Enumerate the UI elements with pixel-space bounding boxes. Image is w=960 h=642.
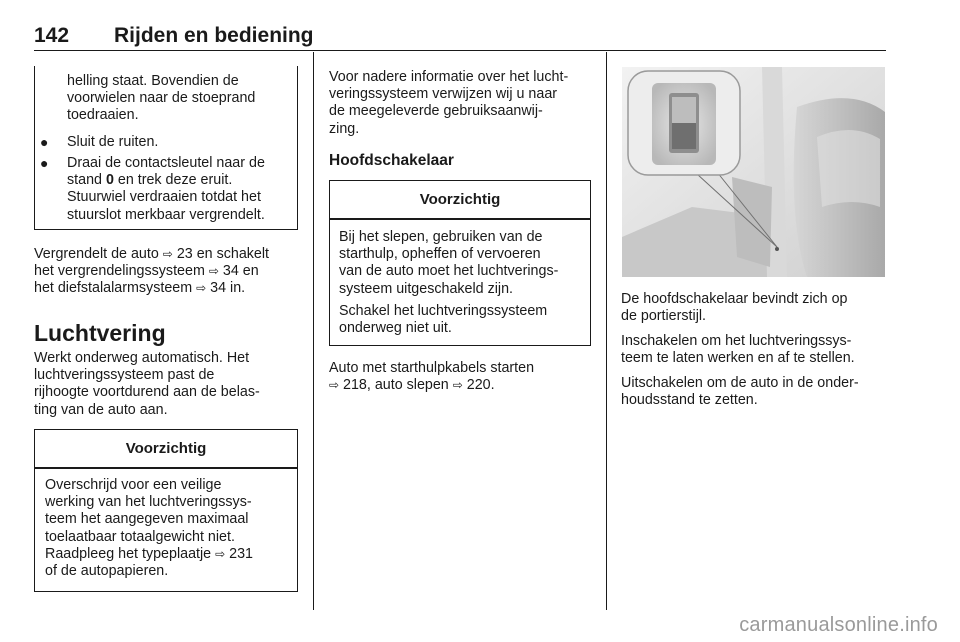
bullet-item <box>40 134 298 151</box>
text-line: Schakel het luchtveringssysteem <box>339 302 548 319</box>
bold-text: 0 <box>105 172 114 189</box>
text-line: voorwielen naar de stoeprand <box>67 90 256 107</box>
text-line: teem het aangegeven maximaal <box>45 511 249 528</box>
door-pillar-image <box>622 67 885 277</box>
section-title: Luchtvering <box>34 320 166 346</box>
text-span: het vergrendelingssysteem <box>34 263 209 280</box>
text-line: toedraaien. <box>67 107 139 124</box>
section-text <box>34 350 304 419</box>
text-line: starthulp, opheffen of vervoeren <box>339 246 541 263</box>
notice-title: Voorzichtig <box>125 440 207 457</box>
text-line: ting van de auto aan. <box>34 401 168 418</box>
text-span: 34 en <box>218 263 259 280</box>
page-number: 142 <box>34 24 70 47</box>
text-line: luchtveringssysteem past de <box>34 367 215 384</box>
text-line: Bij het slepen, gebruiken van de <box>339 229 543 245</box>
bullet-item <box>40 155 298 224</box>
text-line: rijhoogte voortdurend aan de belas- <box>34 384 260 401</box>
text-line <box>34 246 304 263</box>
text-line: werking van het luchtveringssys- <box>45 494 252 511</box>
bullet-text: Draai de contactsleutel naar de <box>67 155 265 171</box>
text-line: Overschrijd voor een veilige <box>45 477 222 493</box>
vergrendelt-paragraph <box>34 246 304 298</box>
text-line: de meegeleverde gebruiksaanwij- <box>329 103 543 120</box>
notice-rule <box>35 467 297 469</box>
text-line: onderweg niet uit. <box>339 320 452 337</box>
text-line: systeem uitgeschakeld zijn. <box>339 280 514 297</box>
bullet-text: Stuurwiel verdraaien totdat het <box>67 189 261 206</box>
reference-arrow-icon[interactable]: ⇨ <box>196 281 207 296</box>
text-line: Inschakelen om het luchtveringssys- <box>621 333 852 349</box>
notice-title: Voorzichtig <box>419 191 501 208</box>
text-line <box>45 546 293 563</box>
text-line: toelaatbaar totaalgewicht niet. <box>45 528 235 545</box>
bullet-text: stuurslot merkbaar vergrendelt. <box>67 206 265 223</box>
notice-box <box>329 180 591 346</box>
text-line <box>34 280 304 297</box>
text-span: 34 in. <box>206 280 246 297</box>
text-span: 231 <box>225 545 253 562</box>
text-span: 23 en schakelt <box>172 246 270 262</box>
text-line: Voor nadere informatie over het lucht- <box>329 69 569 85</box>
column-divider-left <box>313 52 314 610</box>
text-span: Vergrendelt de auto <box>34 246 163 262</box>
reference-arrow-icon[interactable]: ⇨ <box>208 264 219 279</box>
text-line: houdsstand te zetten. <box>621 392 758 409</box>
text-span: het diefstalalarmsysteem <box>34 280 197 297</box>
text-line: de portierstijl. <box>621 308 707 325</box>
bullet-text: Sluit de ruiten. <box>67 134 159 150</box>
right-paragraph <box>621 333 891 367</box>
text-line <box>329 377 597 394</box>
text-line: veringssysteem verwijzen wij u naar <box>329 86 558 103</box>
text-line: Werkt onderweg automatisch. Het <box>34 350 250 366</box>
notice-rule <box>330 218 590 220</box>
header-rule <box>34 50 886 51</box>
switch-illustration <box>622 67 885 277</box>
text-line: Uitschakelen om de auto in de onder- <box>621 375 859 391</box>
text-line: helling staat. Bovendien de <box>67 73 239 89</box>
text-span: Raadpleeg het typeplaatje <box>45 545 216 562</box>
notice-box <box>34 429 298 592</box>
bullet-text <box>67 172 298 189</box>
notice-text <box>45 477 293 580</box>
text-span: 218, auto slepen <box>339 377 453 394</box>
text-line <box>34 263 304 280</box>
bullet-icon: ● <box>40 134 49 150</box>
right-paragraph <box>621 375 891 409</box>
text-line: Auto met starthulpkabels starten <box>329 360 535 376</box>
intro-paragraph <box>329 69 597 138</box>
text-line: van de auto moet het luchtverings- <box>339 263 559 280</box>
reference-arrow-icon[interactable]: ⇨ <box>452 378 463 393</box>
notice-text <box>339 229 587 337</box>
reference-arrow-icon[interactable]: ⇨ <box>162 247 173 261</box>
reference-arrow-icon[interactable]: ⇨ <box>215 546 226 561</box>
text-line: De hoofdschakelaar bevindt zich op <box>621 291 848 307</box>
after-paragraph <box>329 360 597 394</box>
column-divider-right <box>606 52 607 610</box>
text-line: zing. <box>329 120 360 137</box>
bullet-icon: ● <box>40 155 49 171</box>
text-span: stand <box>67 172 106 189</box>
text-line: teem te laten werken en af te stellen. <box>621 350 855 367</box>
text-span: 220. <box>462 377 495 394</box>
text-span: en trek deze eruit. <box>113 172 233 189</box>
right-paragraph <box>621 291 891 325</box>
reference-arrow-icon[interactable]: ⇨ <box>329 378 340 393</box>
watermark[interactable]: carmanualsonline.info <box>739 614 938 636</box>
page-title: Rijden en bediening <box>114 24 314 47</box>
text-line: of de autopapieren. <box>45 563 169 580</box>
notice-continued-text <box>67 73 297 125</box>
subheading: Hoofdschakelaar <box>329 152 454 169</box>
page-header <box>34 24 886 52</box>
